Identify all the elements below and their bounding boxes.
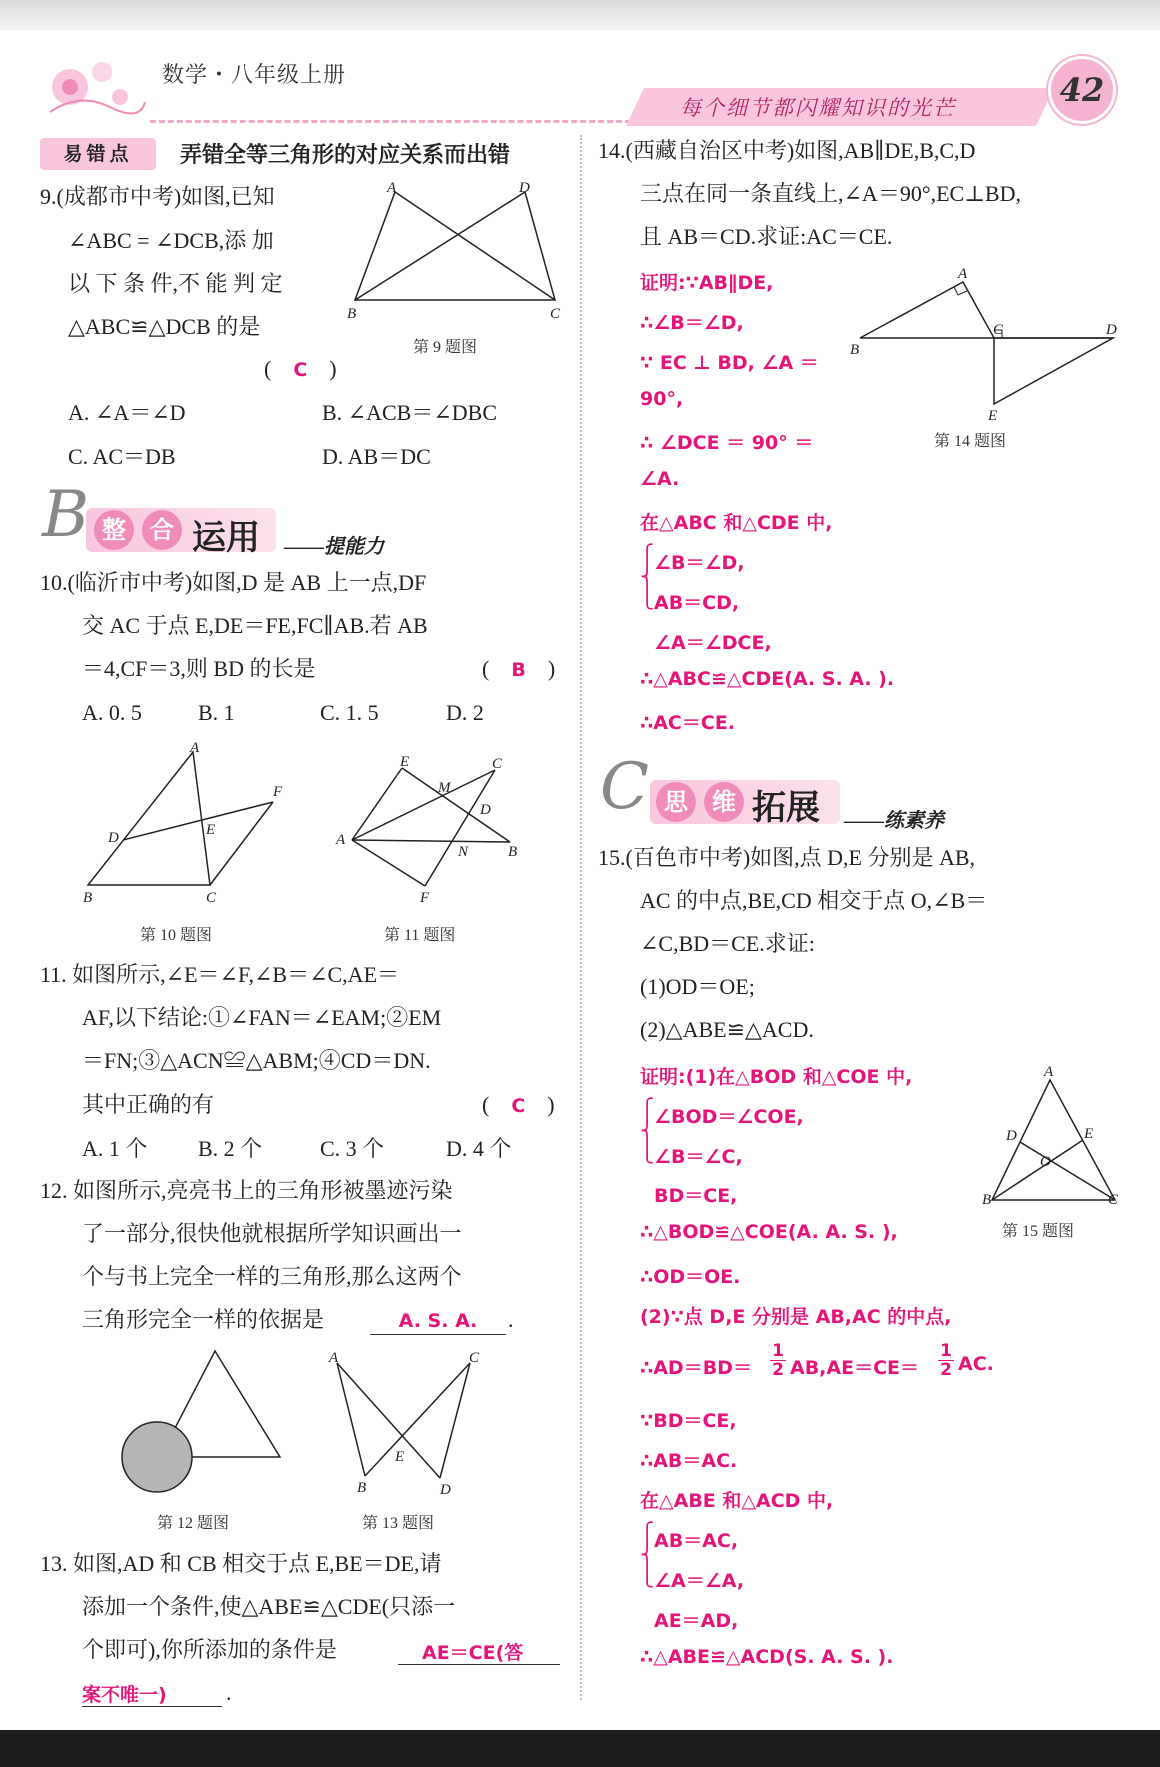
q15-proof-16: AE＝AD,	[654, 1610, 739, 1632]
q15-proof-17: ∴△ABE≌△ACD(S. A. S. ).	[640, 1646, 894, 1668]
q15-proof-4: BD＝CE,	[654, 1185, 738, 1207]
q10-line-3: ＝4,CF＝3,则 BD 的长是	[82, 656, 316, 681]
q11-figure	[330, 752, 530, 912]
section-c-bubble-1: 思	[656, 782, 696, 822]
svg-text:E: E	[395, 1449, 405, 1465]
q13-caption: 第 13 题图	[362, 1515, 435, 1532]
q15-line-4: (1)OD＝OE;	[640, 974, 755, 999]
q14-proof-3: ∵ EC ⊥ BD, ∠A ＝	[640, 352, 819, 374]
q9-option-b: B. ∠ACB＝∠DBC	[322, 400, 498, 425]
q14-proof-4: 90°,	[640, 388, 684, 410]
q13-answer-blank-2	[82, 1680, 222, 1707]
section-b-title: 运用	[192, 518, 260, 558]
svg-text:B: B	[357, 1480, 367, 1496]
section-c-letter: C	[600, 750, 649, 824]
svg-text:B: B	[83, 890, 93, 906]
svg-text:M: M	[438, 780, 451, 796]
q12-caption: 第 12 题图	[157, 1515, 230, 1532]
q11-answer-bracket: ( C )	[482, 1092, 555, 1117]
svg-text:O: O	[1040, 1154, 1051, 1170]
q15-brace-1: ⎧ ⎨ ⎩	[640, 1098, 655, 1164]
q13-answer-blank-1	[398, 1638, 560, 1665]
q12-answer-blank	[370, 1310, 506, 1335]
svg-text:E: E	[1084, 1126, 1094, 1142]
q14-proof-1: 证明:∵AB∥DE,	[640, 272, 774, 294]
q13-line-2: 添加一个条件,使△ABE≌△CDE(只添一	[82, 1594, 456, 1619]
q12-line-2: 了一部分,很快他就根据所学知识画出一	[82, 1221, 462, 1246]
q10-option-b: B. 1	[198, 700, 235, 725]
q15-fraction-2: 1 2	[938, 1342, 954, 1379]
book-title: 数学・八年级上册	[162, 62, 347, 87]
top-band	[0, 0, 1160, 30]
svg-text:D: D	[1006, 1128, 1017, 1144]
svg-text:B: B	[347, 306, 357, 320]
q14-proof-5: ∴ ∠DCE ＝ 90° ＝	[640, 432, 814, 454]
q9-line-3: 以 下 条 件,不 能 判 定	[68, 271, 283, 296]
q14-brace: ⎧ ⎨ ⎩	[640, 544, 655, 610]
q14-line-2: 三点在同一条直线上,∠A＝90°,EC⊥BD,	[640, 181, 1021, 206]
q15-proof-3: ∠B＝∠C,	[654, 1146, 743, 1168]
svg-text:A: A	[329, 1350, 339, 1366]
svg-text:D: D	[440, 1482, 451, 1498]
q11-line-3: ＝FN;③△ACN≌△ABM;④CD＝DN.	[82, 1048, 431, 1073]
q14-proof-11: ∴△ABC≌△CDE(A. S. A. ).	[640, 668, 895, 690]
q9-caption: 第 9 题图	[413, 339, 478, 356]
q15-proof-6: ∴OD＝OE.	[640, 1266, 741, 1288]
q15-brace-2: ⎧ ⎨ ⎩	[640, 1522, 655, 1588]
q14-proof-2: ∴∠B＝∠D,	[640, 312, 744, 334]
q14-figure	[848, 262, 1128, 422]
q15-proof-15: ∠A＝∠A,	[654, 1570, 745, 1592]
q15-line-5: (2)△ABE≌△ACD.	[640, 1017, 814, 1042]
svg-text:F: F	[273, 784, 283, 800]
q12-figure	[115, 1345, 290, 1495]
header-slogan: 每个细节都闪耀知识的光芒	[680, 96, 956, 120]
svg-text:B: B	[982, 1192, 992, 1208]
q13-period: .	[226, 1680, 232, 1705]
q15-fraction-1: 1 2	[770, 1342, 786, 1379]
q15-proof-1: 证明:(1)在△BOD 和△COE 中,	[640, 1066, 913, 1088]
svg-text:A: A	[336, 832, 346, 848]
q11-caption: 第 11 题图	[384, 927, 456, 944]
q15-caption: 第 15 题图	[1002, 1223, 1075, 1240]
svg-text:E: E	[988, 408, 998, 422]
column-divider	[580, 135, 582, 1700]
q14-proof-8: ∠B＝∠D,	[654, 552, 745, 574]
q15-line-2: AC 的中点,BE,CD 相交于点 O,∠B＝	[640, 888, 988, 913]
q14-proof-7: 在△ABC 和△CDE 中,	[640, 512, 833, 534]
q10-figure	[78, 740, 298, 910]
section-c-title: 拓展	[752, 788, 820, 828]
q11-option-c: C. 3 个	[320, 1136, 385, 1161]
svg-text:F: F	[420, 890, 430, 906]
q11-line-1: 11. 如图所示,∠E＝∠F,∠B＝∠C,AE＝	[40, 962, 400, 987]
q9-line-4: △ABC≌△DCB 的是	[68, 314, 261, 339]
svg-text:C: C	[492, 756, 503, 772]
q12-answer: A. S. A.	[398, 1310, 478, 1332]
bottom-band	[0, 1730, 1160, 1767]
q10-option-d: D. 2	[446, 700, 484, 725]
svg-text:A: A	[958, 266, 968, 282]
q10-answer-bracket: ( B )	[482, 656, 556, 681]
q9-answer-bracket: ( C )	[264, 356, 337, 381]
q14-proof-10: ∠A＝∠DCE,	[654, 632, 772, 654]
q9-option-d: D. AB＝DC	[322, 444, 431, 469]
svg-text:C: C	[550, 306, 561, 320]
q14-line-3: 且 AB＝CD.求证:AC＝CE.	[640, 224, 893, 249]
svg-text:D: D	[519, 180, 530, 196]
q9-figure	[345, 180, 565, 320]
q15-proof-7: (2)∵点 D,E 分别是 AB,AC 的中点,	[640, 1306, 952, 1328]
q15-proof-12: ∴AB＝AC.	[640, 1450, 738, 1472]
q9-option-a: A. ∠A＝∠D	[68, 400, 186, 425]
q11-option-b: B. 2 个	[198, 1136, 263, 1161]
svg-text:C: C	[993, 322, 1004, 338]
q9-line-2: ∠ABC = ∠DCB,添 加	[68, 228, 274, 253]
svg-text:B: B	[508, 844, 518, 860]
section-b-bubble-2: 合	[142, 510, 182, 550]
q13-line-1: 13. 如图,AD 和 CB 相交于点 E,BE＝DE,请	[40, 1551, 442, 1576]
q15-proof-2: ∠BOD＝∠COE,	[654, 1106, 804, 1128]
error-point-tag: 易错点	[40, 138, 156, 170]
section-b-letter: B	[42, 478, 90, 552]
svg-text:A: A	[387, 180, 397, 196]
q15-proof-8: ∴AD＝BD＝	[640, 1357, 752, 1379]
q11-answer: C	[511, 1095, 526, 1117]
q12-line-4: 三角形完全一样的依据是	[82, 1307, 325, 1332]
q11-option-d: D. 4 个	[446, 1136, 512, 1161]
svg-text:A: A	[1044, 1064, 1054, 1080]
q15-proof-14: AB＝AC,	[654, 1530, 739, 1552]
q13-answer-2: 案不唯一)	[82, 1684, 167, 1706]
svg-text:C: C	[1108, 1192, 1119, 1208]
section-c-bubble-2: 维	[704, 782, 744, 822]
section-c-subtitle: ——练素养	[844, 810, 944, 832]
q15-line-1: 15.(百色市中考)如图,点 D,E 分别是 AB,	[598, 845, 976, 870]
q15-proof-13: 在△ABE 和△ACD 中,	[640, 1490, 834, 1512]
q15-proof-10: AC.	[958, 1353, 994, 1375]
q11-line-2: AF,以下结论:①∠FAN＝∠EAM;②EM	[82, 1005, 442, 1030]
header-dashed-line	[150, 120, 640, 123]
q10-caption: 第 10 题图	[140, 927, 213, 944]
svg-text:E: E	[400, 754, 410, 770]
page-number: 42	[1048, 56, 1116, 124]
q12-line-3: 个与书上完全一样的三角形,那么这两个	[82, 1264, 462, 1289]
q10-option-c: C. 1. 5	[320, 700, 379, 725]
q9-line-1: 9.(成都市中考)如图,已知	[40, 184, 275, 209]
error-point-title: 弄错全等三角形的对应关系而出错	[180, 143, 511, 168]
q12-line-1: 12. 如图所示,亮亮书上的三角形被墨迹污染	[40, 1178, 453, 1203]
q14-proof-12: ∴AC＝CE.	[640, 712, 736, 734]
svg-text:E: E	[206, 822, 216, 838]
q15-proof-5: ∴△BOD≌△COE(A. A. S. ),	[640, 1221, 898, 1243]
svg-text:A: A	[190, 740, 200, 756]
svg-text:C: C	[469, 1350, 480, 1366]
svg-text:D: D	[480, 802, 491, 818]
flower-ornament-icon	[40, 52, 150, 122]
q9-option-c: C. AC＝DB	[68, 444, 176, 469]
q14-line-1: 14.(西藏自治区中考)如图,AB∥DE,B,C,D	[598, 138, 976, 163]
svg-text:B: B	[850, 342, 860, 358]
q10-line-1: 10.(临沂市中考)如图,D 是 AB 上一点,DF	[40, 570, 427, 595]
q10-line-2: 交 AC 于点 E,DE＝FE,FC∥AB.若 AB	[82, 613, 428, 638]
q15-figure	[980, 1058, 1130, 1208]
q15-proof-9: AB,AE＝CE＝	[790, 1357, 920, 1379]
q14-proof-9: AB＝CD,	[654, 592, 740, 614]
q11-option-a: A. 1 个	[82, 1136, 148, 1161]
q10-option-a: A. 0. 5	[82, 700, 142, 725]
q9-answer: C	[293, 359, 308, 381]
q15-proof-11: ∵BD＝CE,	[640, 1410, 737, 1432]
q14-proof-6: ∠A.	[640, 468, 680, 490]
svg-text:D: D	[108, 830, 119, 846]
svg-text:C: C	[206, 890, 217, 906]
svg-text:D: D	[1106, 322, 1117, 338]
q12-period: .	[508, 1307, 514, 1332]
section-b-subtitle: ——提能力	[284, 536, 384, 558]
q13-line-3: 个即可),你所添加的条件是	[82, 1637, 337, 1662]
q13-answer-1: AE＝CE(答	[422, 1642, 524, 1664]
q10-answer: B	[511, 659, 526, 681]
section-b-bubble-1: 整	[94, 510, 134, 550]
q11-line-4: 其中正确的有	[82, 1092, 215, 1117]
q14-caption: 第 14 题图	[934, 433, 1007, 450]
q13-figure	[325, 1348, 485, 1498]
q15-line-3: ∠C,BD＝CE.求证:	[640, 931, 815, 956]
svg-text:N: N	[458, 844, 469, 860]
